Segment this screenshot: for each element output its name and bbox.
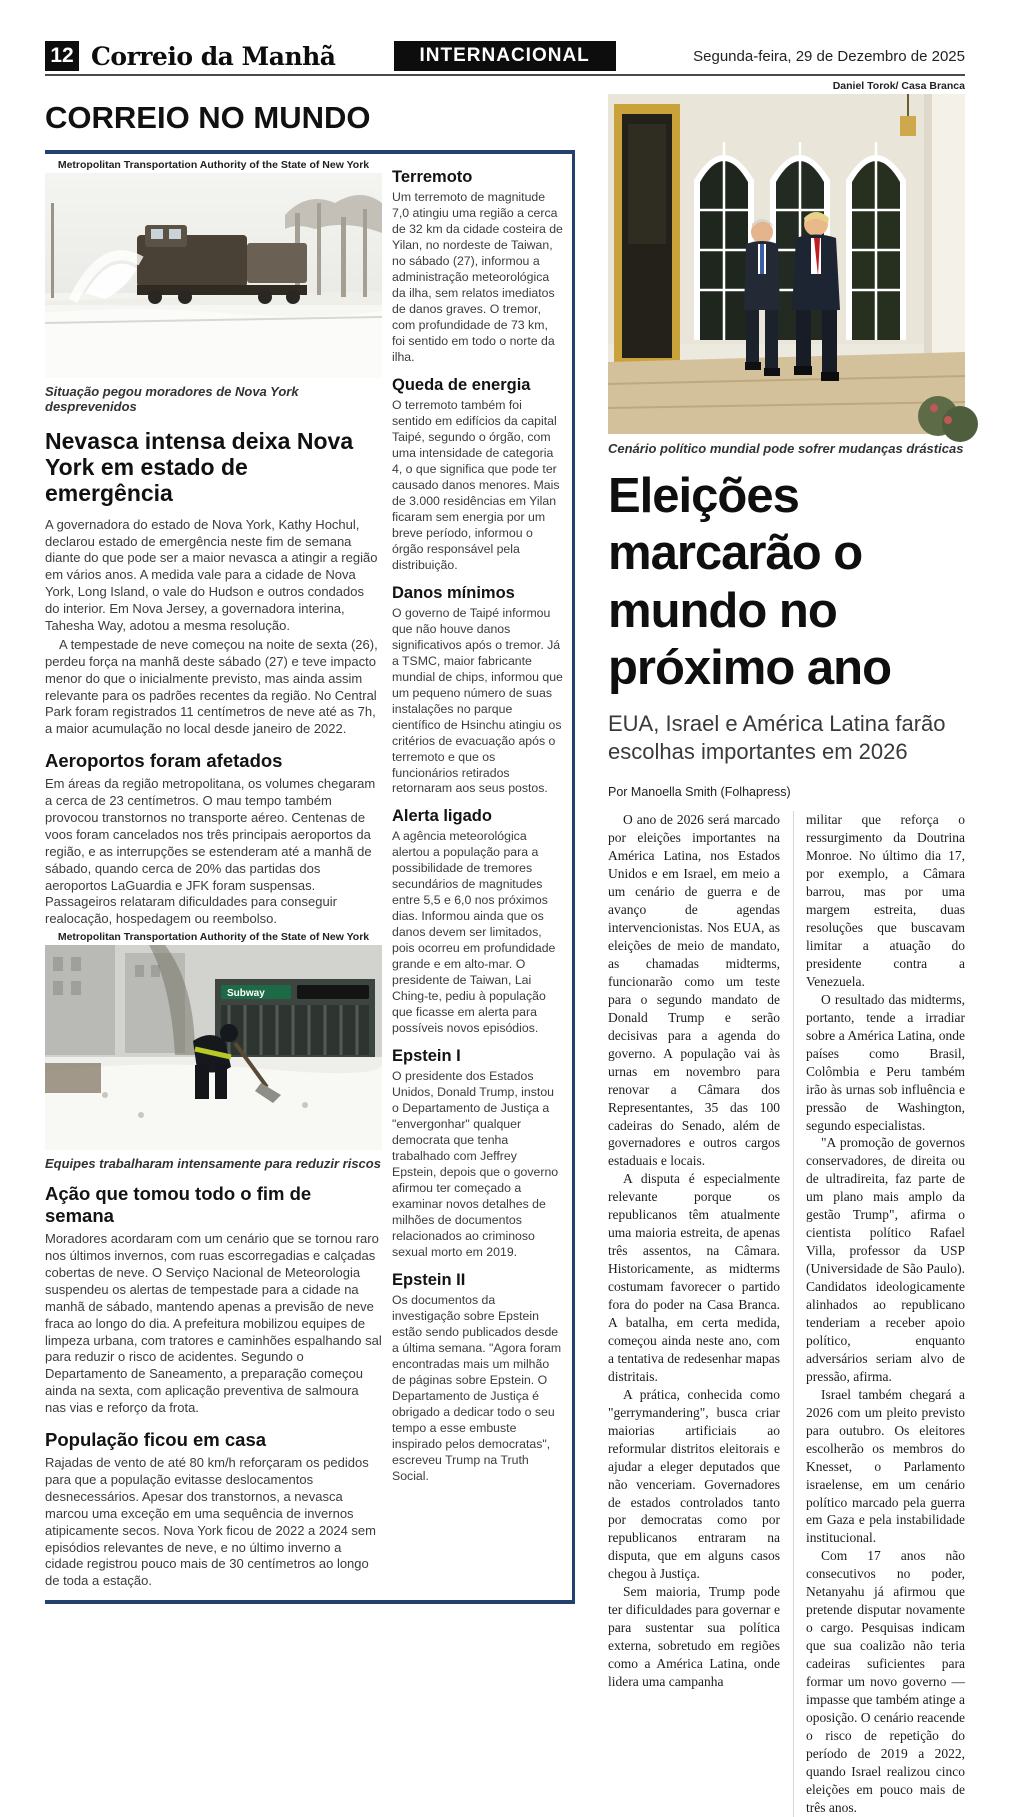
subway-sign-text: Subway bbox=[227, 988, 265, 1000]
article-paragraph: O resultado das midterms, portanto, tende a irradiar sobre a América Latina, onde países como Brasil, Colômbia e Peru também irão às urnas sob influência e pressão de Washington, segundo especialistas. bbox=[806, 991, 965, 1133]
article-paragraph: Israel também chegará a 2026 com um pleito previsto para outubro. Os eleitores escolherão os membros do Knesset, o Parlamento israelense, em um cenário político marcado pela guerra em Gaza e pela instabilidade institucional. bbox=[806, 1386, 965, 1546]
brief-heading: Queda de energia bbox=[392, 375, 531, 394]
edition-date: Segunda-feira, 29 de Dezembro de 2025 bbox=[693, 47, 965, 65]
article-subhead: Aeroportos foram afetados bbox=[45, 750, 283, 772]
body-column-1 bbox=[608, 811, 780, 1816]
photo-caption: Cenário político mundial pode sofrer mudanças drásticas bbox=[608, 441, 964, 456]
snow-worker-photo bbox=[45, 945, 382, 1150]
lead-deck: EUA, Israel e América Latina farão escolhas importantes em 2026 bbox=[608, 711, 946, 764]
photo-credit: Metropolitan Transportation Authority of the State of New York bbox=[57, 931, 370, 944]
header-bar bbox=[45, 42, 965, 76]
article-paragraph: militar que reforça o ressurgimento da Doutrina Monroe. No último dia 17, por exemplo, a Câmara barrou, mas por uma margem estreita, duas resoluções que buscavam limitar a atuação do presidente contra a Venezuela. bbox=[806, 812, 965, 989]
article-paragraph: A governadora do estado de Nova York, Kathy Hochul, declarou estado de emergência neste fim de semana diante do que pode ser a maior nevasca a atingir a região em vários anos. A medida vale para a cidade de Nova York, Long Island, o vale do Hudson e outros condados do interior. Em Nova Jersey, a governadora interina, Tahesha Way, adotou a mesma resolução. bbox=[45, 516, 378, 633]
article-subhead: Ação que tomou todo o fim de semana bbox=[45, 1183, 312, 1227]
body-column-2 bbox=[793, 811, 965, 1816]
brief-item bbox=[392, 807, 564, 1037]
brief-heading: Alerta ligado bbox=[392, 807, 492, 826]
page-number: 12 bbox=[45, 41, 79, 71]
photo-caption: Equipes trabalharam intensamente para reduzir riscos bbox=[45, 1156, 381, 1172]
brief-heading: Epstein II bbox=[392, 1271, 466, 1290]
section-title: CORREIO NO MUNDO bbox=[45, 100, 371, 135]
correio-no-mundo-box bbox=[45, 150, 575, 1604]
brief-heading: Epstein I bbox=[392, 1047, 461, 1066]
brief-body: O governo de Taipé informou que não houve danos significativos após o tremor. Já a TSMC, maior fabricante mundial de chips, informou que um pequeno número de suas instalações no parque científico de Hsinchu atingiu os critérios de evacuação após o terremoto e que os funcionários retirados retornaram aos seus postos. bbox=[392, 605, 563, 796]
brief-item bbox=[392, 168, 564, 366]
article-paragraph: Rajadas de vento de até 80 km/h reforçaram os pedidos para que a população evitasse deslocamentos desnecessários. Apesar dos transtornos, a nevasca marcou uma exceção em uma sequência de invernos atipicamente secos. Nova York ficou de 2022 a 2024 sem episódios relevantes de neve, e no último inverno a cidade registrou pouco mais de 30 centímetros ao longo de toda a estação. bbox=[45, 1455, 376, 1589]
photo-caption: Situação pegou moradores de Nova York desprevenidos bbox=[45, 384, 299, 414]
section-label: INTERNACIONAL bbox=[394, 41, 616, 71]
brief-heading: Danos mínimos bbox=[392, 583, 515, 602]
article-paragraph: A tempestade de neve começou na noite de sexta (26), perdeu força na manhã deste sábado (27) e teve impacto menor do que o inicialmente previsto, mas ainda assim relevante para os padrões recentes da região. No Central Park foram registrados 11 centímetros de neve até as 7h, a maior acumulação no local desde janeiro de 2022. bbox=[45, 636, 378, 737]
article-paragraph: O ano de 2026 será marcado por eleições importantes na América Latina, nos Estados Unidos e em Israel, em meio a um cenário de guerra e de avanço de agendas intervencionistas. Nos EUA, as eleições de meio de mandato, as chamadas midterms, funcionarão como um teste para o segundo mandato de Donald Trump e serão decisivas para a agenda do governo. A população vai às urnas em novembro para renovar a Câmara dos Representantes, 35 das 100 cadeiras do Senado, além de governadores e outros cargos estaduais e locais. bbox=[608, 812, 780, 1169]
brief-body: Um terremoto de magnitude 7,0 atingiu uma região a cerca de 32 km da cidade costeira de Yilan, no nordeste de Taiwan, no sábado (27), informou a administração meteorológica da ilha, sem relatos imediatos de danos graves. O tremor, com profundidade de 73 km, foi sentido em todo o norte da ilha. bbox=[392, 190, 563, 364]
article-paragraph: A disputa é especialmente relevante porque os republicanos têm atualmente uma maioria estreita, de apenas três assentos, na Câmara. Historicamente, as midterms costumam favorecer o partido fora do poder na Casa Branca. A batalha, em certa medida, começou ainda neste ano, com a tentativa de redesenhar mapas distritais. bbox=[608, 1171, 780, 1384]
masthead: Correio da Manhã bbox=[91, 41, 336, 71]
article-paragraph: "A promoção de governos conservadores, de direita ou de ultradireita, faz parte de um plano mais amplo da gestão Trump", afirma o cientista político Rafael Villa, professor da USP (Universidade de São Paulo). Candidatos ideologicamente alinhados ao republicano tenderiam a receber apoio político, enquanto adversários seriam alvo de pressão, afirma. bbox=[806, 1135, 965, 1384]
brief-body: Os documentos da investigação sobre Epstein estão sendo publicados desde a última semana. "Agora foram encontradas mais um milhão de páginas sobre Epstein. O Departamento de Justiça é obrigado a dedicar todo o seu tempo a esse embuste inspirado pelos democratas", escreveu Trump na Truth Social. bbox=[392, 1293, 562, 1483]
brief-body: O presidente dos Estados Unidos, Donald Trump, instou o Departamento de Justiça a "envergonhar" qualquer democrata que tenha trabalhado com Jeffrey Epstein, depois que o governo afirmou ter começado a examinar novos detalhes de milhões de documentos relacionados ao criminoso sexual morto em 2019. bbox=[392, 1069, 559, 1260]
snowplow-photo bbox=[45, 173, 382, 378]
brief-body: A agência meteorológica alertou a população para a possibilidade de tremores secundários de magnitudes entre 5,5 e 6,0 nos próximos dias. Informou ainda que os danos devem ser limitados, pois ocorreu em profundidade grande e em alto-mar. O presidente de Taiwan, Lai Ching-te, pediu à população que ficasse em alerta para possíveis novos episódios. bbox=[392, 829, 556, 1036]
photo-credit: Metropolitan Transportation Authority of the State of New York bbox=[57, 159, 370, 171]
brief-item bbox=[392, 1271, 564, 1485]
article-paragraph: Com 17 anos não consecutivos no poder, Netanyahu já afirmou que pretende disputar novamente o cargo. Pesquisas indicam que sua coalizão não teria cadeiras suficientes para formar um novo governo —impasse que também atinge a oposição. O cenário reacende o risco de repetição do período de 2019 a 2022, quando Israel realizou cinco eleições em pouco mais de três anos. bbox=[806, 1548, 965, 1815]
brief-item bbox=[392, 376, 564, 574]
brief-heading: Terremoto bbox=[392, 168, 473, 186]
brief-item bbox=[392, 584, 564, 798]
brief-item bbox=[392, 1047, 564, 1261]
article-headline: Nevasca intensa deixa Nova York em estado de emergência bbox=[45, 428, 354, 507]
article-subhead: População ficou em casa bbox=[45, 1429, 267, 1451]
lead-headline: Eleições marcarão o mundo no próximo ano bbox=[608, 469, 892, 695]
article-paragraph: A prática, conhecida como "gerrymandering", busca criar maiorias artificiais ao reformular distritos eleitorais e ajudar a eleger deputados que não venceriam. Governadores de estados controlados tanto por democratas como por republicanos entraram na disputa, que em alguns casos chegou à Justiça. bbox=[608, 1386, 780, 1582]
brief-body: O terremoto também foi sentido em edifícios da capital Taipé, segundo o órgão, com uma intensidade de categoria 4, o que significa que pode ter causado danos menores. Mais de 3.000 residências em Yilan ficaram sem energia por um breve período, informou o órgão responsável pela distribuição. bbox=[392, 397, 560, 572]
article-paragraph: Moradores acordaram com um cenário que se tornou raro nos últimos invernos, com ruas escorregadias e calçadas cobertas de neve. O Serviço Nacional de Meteorologia suspendeu os alertas de tempestade para a cidade na manhã de sábado, mantendo apenas a previsão de neve fraca ao longo do dia. A prefeitura mobilizou equipes de limpeza urbana, com tratores e caminhões espalhando sal para reduzir o risco de acidentes. Segundo o Departamento de Saneamento, a preparação começou ainda na sexta, com aplicação preventiva de salmoura nas vias e reforço da frota. bbox=[45, 1231, 382, 1416]
nevasca-column bbox=[45, 156, 382, 1590]
photo-credit: Daniel Torok/ Casa Branca bbox=[832, 80, 965, 92]
lead-body bbox=[608, 811, 965, 1816]
byline: Por Manoella Smith (Folhapress) bbox=[608, 785, 791, 800]
lead-article bbox=[608, 94, 965, 1817]
white-house-photo bbox=[608, 94, 965, 434]
article-paragraph: Em áreas da região metropolitana, os volumes chegaram a cerca de 23 centímetros. O mau tempo também provocou transtornos no transporte aéreo. Centenas de voos foram cancelados nos três principais aeroportos da região, e as interrupções se estenderam até a manhã de sábado, quando cerca de 20% das partidas dos aeroportos LaGuardia e JFK foram suspensas. Passageiros relataram dificuldades para conseguir realocação, hospedagem ou reembolso. bbox=[45, 776, 376, 927]
article-paragraph: Sem maioria, Trump pode ter dificuldades para governar e para sustentar sua política externa, sobretudo em regiões como a América Latina, onde lidera uma campanha bbox=[608, 1584, 780, 1690]
briefs-column bbox=[382, 156, 564, 1590]
